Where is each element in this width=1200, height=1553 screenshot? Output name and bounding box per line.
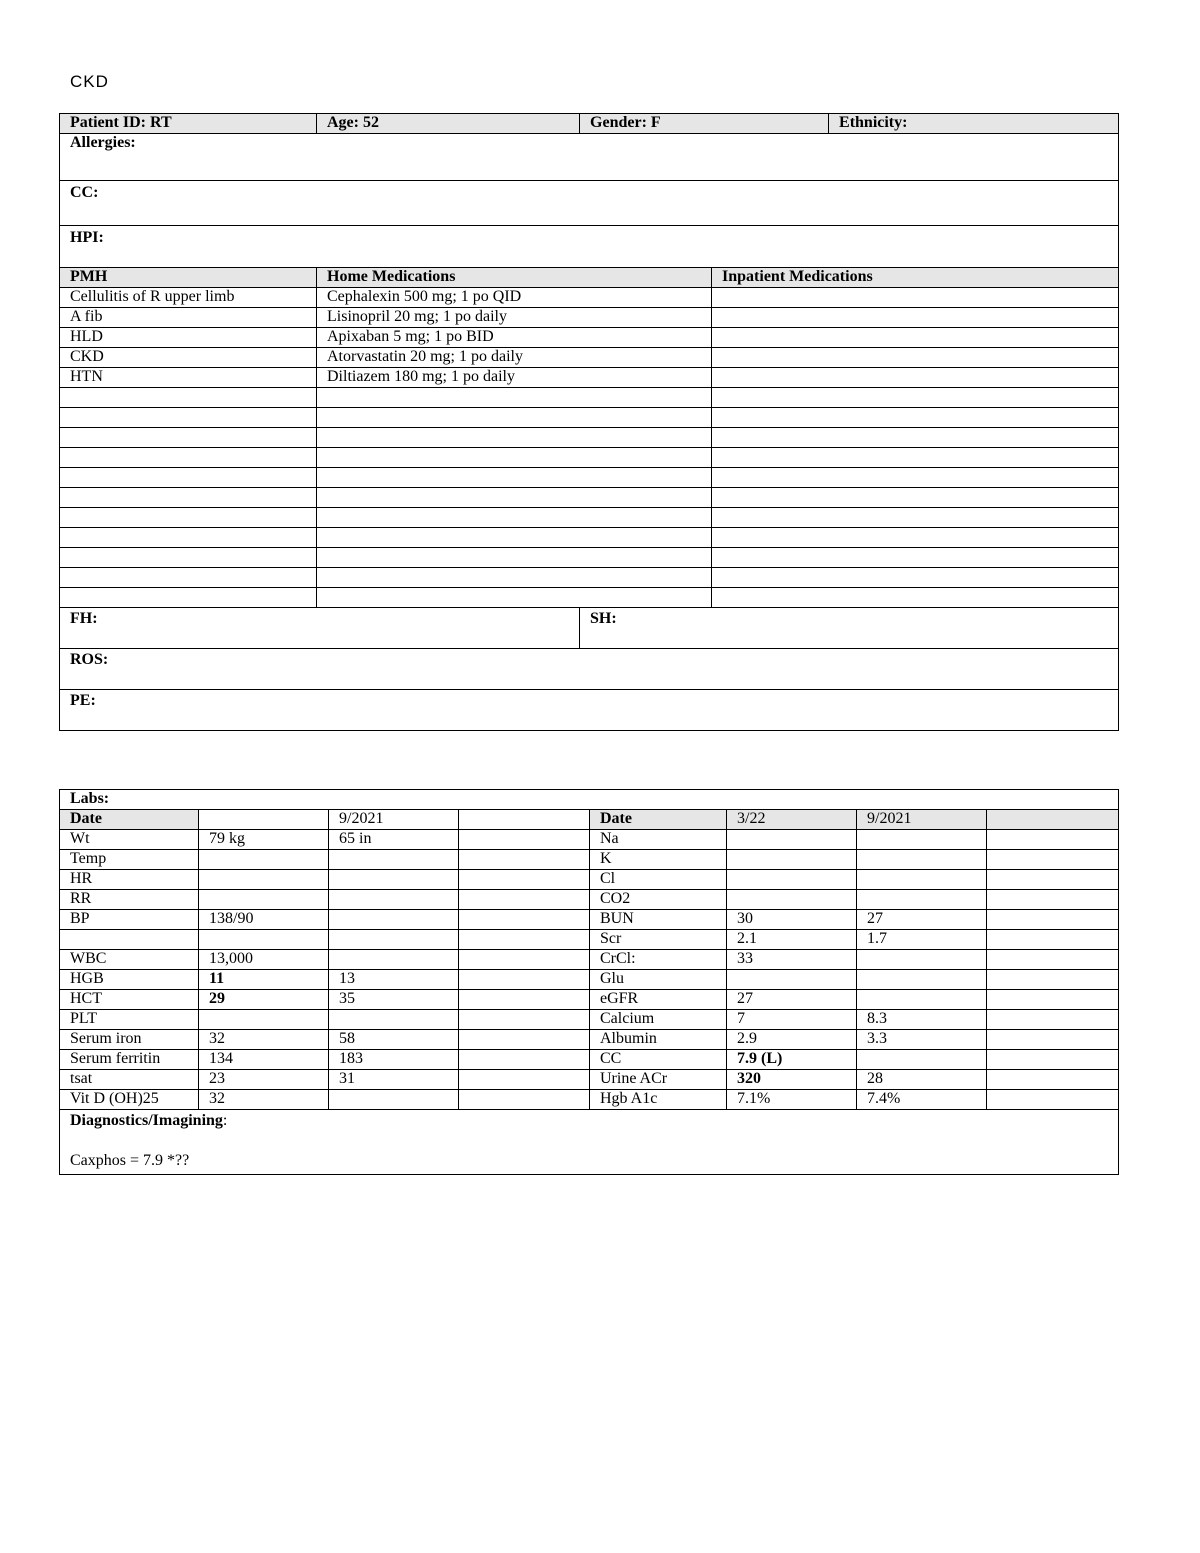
lab-value-cell: 7.1% xyxy=(727,1090,857,1110)
lab-value-cell xyxy=(459,1090,590,1110)
lab-value-cell xyxy=(459,1030,590,1050)
lab-value-cell: 27 xyxy=(727,990,857,1010)
labs-right-header xyxy=(987,810,1119,830)
lab-name-cell: CC xyxy=(590,1050,727,1070)
lab-name-cell: K xyxy=(590,850,727,870)
lab-value-cell: 29 xyxy=(199,990,329,1010)
inpatient-medication-cell xyxy=(712,528,1119,548)
lab-name-cell: RR xyxy=(60,890,199,910)
lab-value-cell xyxy=(459,950,590,970)
lab-name-cell: Scr xyxy=(590,930,727,950)
lab-name-cell: Calcium xyxy=(590,1010,727,1030)
labs-right-header: Date xyxy=(590,810,727,830)
lab-name-cell xyxy=(60,930,199,950)
lab-value-cell xyxy=(329,1090,459,1110)
home-medication-cell xyxy=(317,548,712,568)
inpatient-medication-cell xyxy=(712,568,1119,588)
inpatient-medication-cell xyxy=(712,288,1119,308)
lab-value-cell: 32 xyxy=(199,1030,329,1050)
lab-value-cell xyxy=(727,830,857,850)
diagnostics-colon: : xyxy=(222,1112,228,1129)
lab-value-cell: 7 xyxy=(727,1010,857,1030)
lab-row xyxy=(60,950,1119,970)
lab-value-cell: 58 xyxy=(329,1030,459,1050)
medication-row xyxy=(60,348,1119,368)
inpatient-medication-cell xyxy=(712,488,1119,508)
hpi-field: HPI: xyxy=(60,226,1119,268)
lab-row xyxy=(60,930,1119,950)
lab-value-cell: 8.3 xyxy=(857,1010,987,1030)
lab-name-cell: Albumin xyxy=(590,1030,727,1050)
lab-value-cell xyxy=(857,890,987,910)
home-medication-cell xyxy=(317,428,712,448)
ros-field: ROS: xyxy=(60,649,1119,690)
lab-value-cell xyxy=(199,850,329,870)
lab-row xyxy=(60,1030,1119,1050)
inpatient-medication-cell xyxy=(712,468,1119,488)
lab-name-cell: BP xyxy=(60,910,199,930)
lab-value-cell xyxy=(857,870,987,890)
lab-row xyxy=(60,1090,1119,1110)
lab-name-cell: HGB xyxy=(60,970,199,990)
lab-value-cell xyxy=(329,930,459,950)
labs-table xyxy=(59,789,1119,1175)
patient-id-cell: Patient ID: RT xyxy=(60,114,317,134)
lab-name-cell: CO2 xyxy=(590,890,727,910)
medication-row xyxy=(60,388,1119,408)
lab-name-cell: Wt xyxy=(60,830,199,850)
medication-row xyxy=(60,568,1119,588)
lab-value-cell xyxy=(727,850,857,870)
medication-row xyxy=(60,468,1119,488)
lab-row xyxy=(60,1050,1119,1070)
pmh-cell: CKD xyxy=(60,348,317,368)
lab-row xyxy=(60,910,1119,930)
lab-value-cell: 183 xyxy=(329,1050,459,1070)
pmh-cell xyxy=(60,488,317,508)
lab-value-cell: 2.1 xyxy=(727,930,857,950)
lab-value-cell xyxy=(727,890,857,910)
lab-value-cell: 1.7 xyxy=(857,930,987,950)
lab-value-cell xyxy=(329,890,459,910)
patient-info-table xyxy=(59,113,1119,731)
lab-value-cell xyxy=(987,950,1119,970)
medication-row xyxy=(60,588,1119,608)
lab-value-cell xyxy=(459,870,590,890)
lab-value-cell: 13,000 xyxy=(199,950,329,970)
pmh-cell xyxy=(60,568,317,588)
sh-field: SH: xyxy=(580,608,1119,649)
medication-row xyxy=(60,508,1119,528)
lab-name-cell: HR xyxy=(60,870,199,890)
lab-value-cell: 2.9 xyxy=(727,1030,857,1050)
lab-row xyxy=(60,830,1119,850)
lab-value-cell xyxy=(329,870,459,890)
diagnostics-label: Diagnostics/Imagining xyxy=(70,1112,223,1129)
lab-value-cell: 3.3 xyxy=(857,1030,987,1050)
inpatient-medication-cell xyxy=(712,308,1119,328)
lab-value-cell: 134 xyxy=(199,1050,329,1070)
medication-row xyxy=(60,288,1119,308)
inpatient-medication-cell xyxy=(712,388,1119,408)
age-cell: Age: 52 xyxy=(317,114,580,134)
lab-value-cell xyxy=(199,1010,329,1030)
home-medication-cell xyxy=(317,588,712,608)
lab-value-cell: 7.4% xyxy=(857,1090,987,1110)
inpatient-medication-cell xyxy=(712,548,1119,568)
lab-value-cell xyxy=(459,930,590,950)
labs-left-header xyxy=(459,810,590,830)
pmh-cell xyxy=(60,588,317,608)
lab-name-cell: Urine ACr xyxy=(590,1070,727,1090)
lab-name-cell: HCT xyxy=(60,990,199,1010)
lab-value-cell xyxy=(459,890,590,910)
pmh-cell: A fib xyxy=(60,308,317,328)
lab-row xyxy=(60,990,1119,1010)
lab-value-cell xyxy=(329,850,459,870)
lab-row xyxy=(60,1010,1119,1030)
medication-row xyxy=(60,488,1119,508)
lab-name-cell: Cl xyxy=(590,870,727,890)
lab-value-cell xyxy=(459,830,590,850)
lab-value-cell: 79 kg xyxy=(199,830,329,850)
pmh-cell xyxy=(60,408,317,428)
lab-value-cell xyxy=(459,910,590,930)
lab-name-cell: WBC xyxy=(60,950,199,970)
lab-value-cell xyxy=(857,950,987,970)
gender-cell: Gender: F xyxy=(580,114,829,134)
medication-row xyxy=(60,308,1119,328)
lab-value-cell xyxy=(329,950,459,970)
lab-value-cell xyxy=(987,850,1119,870)
lab-value-cell xyxy=(857,830,987,850)
inpatient-medication-cell xyxy=(712,508,1119,528)
lab-value-cell xyxy=(987,930,1119,950)
medication-row xyxy=(60,328,1119,348)
labs-left-header: 9/2021 xyxy=(329,810,459,830)
home-medication-cell xyxy=(317,408,712,428)
lab-row xyxy=(60,850,1119,870)
pmh-cell xyxy=(60,548,317,568)
lab-value-cell xyxy=(987,870,1119,890)
inpatient-medication-cell xyxy=(712,408,1119,428)
labs-title: Labs: xyxy=(60,790,1119,810)
home-medication-cell: Atorvastatin 20 mg; 1 po daily xyxy=(317,348,712,368)
home-medication-cell xyxy=(317,528,712,548)
lab-value-cell: 31 xyxy=(329,1070,459,1090)
home-medication-cell xyxy=(317,468,712,488)
inpatient-medication-cell xyxy=(712,588,1119,608)
home-medication-cell xyxy=(317,568,712,588)
lab-value-cell xyxy=(459,1050,590,1070)
home-medication-cell: Apixaban 5 mg; 1 po BID xyxy=(317,328,712,348)
lab-name-cell: Serum iron xyxy=(60,1030,199,1050)
allergies-field: Allergies: xyxy=(60,134,1119,181)
lab-name-cell: Temp xyxy=(60,850,199,870)
ethnicity-cell: Ethnicity: xyxy=(829,114,1119,134)
lab-name-cell: Hgb A1c xyxy=(590,1090,727,1110)
lab-value-cell: 320 xyxy=(727,1070,857,1090)
lab-value-cell xyxy=(987,1090,1119,1110)
inpatient-medication-cell xyxy=(712,368,1119,388)
lab-value-cell xyxy=(857,1050,987,1070)
labs-right-header: 9/2021 xyxy=(857,810,987,830)
lab-value-cell xyxy=(199,890,329,910)
pmh-cell xyxy=(60,468,317,488)
medication-row xyxy=(60,528,1119,548)
pmh-cell: HTN xyxy=(60,368,317,388)
lab-value-cell: 27 xyxy=(857,910,987,930)
lab-value-cell: 32 xyxy=(199,1090,329,1110)
pmh-cell xyxy=(60,428,317,448)
lab-value-cell: 11 xyxy=(199,970,329,990)
lab-value-cell xyxy=(987,1030,1119,1050)
lab-value-cell: 23 xyxy=(199,1070,329,1090)
lab-value-cell xyxy=(459,850,590,870)
lab-value-cell xyxy=(459,990,590,1010)
lab-value-cell xyxy=(857,850,987,870)
pmh-cell: HLD xyxy=(60,328,317,348)
lab-value-cell xyxy=(727,870,857,890)
home-medication-cell xyxy=(317,488,712,508)
lab-name-cell: Na xyxy=(590,830,727,850)
labs-body xyxy=(60,830,1119,1110)
lab-name-cell: eGFR xyxy=(590,990,727,1010)
lab-name-cell: Vit D (OH)25 xyxy=(60,1090,199,1110)
lab-name-cell: tsat xyxy=(60,1070,199,1090)
pmh-cell: Cellulitis of R upper limb xyxy=(60,288,317,308)
medication-row xyxy=(60,368,1119,388)
lab-value-cell xyxy=(459,1070,590,1090)
lab-name-cell: Serum ferritin xyxy=(60,1050,199,1070)
medication-row xyxy=(60,428,1119,448)
lab-value-cell xyxy=(459,970,590,990)
pmh-cell xyxy=(60,508,317,528)
medication-row xyxy=(60,408,1119,428)
lab-value-cell xyxy=(987,1050,1119,1070)
lab-value-cell xyxy=(987,830,1119,850)
lab-value-cell xyxy=(987,990,1119,1010)
lab-name-cell: PLT xyxy=(60,1010,199,1030)
home-medication-cell: Lisinopril 20 mg; 1 po daily xyxy=(317,308,712,328)
labs-left-header xyxy=(199,810,329,830)
lab-value-cell: 30 xyxy=(727,910,857,930)
home-medications-header: Home Medications xyxy=(317,268,712,288)
lab-name-cell: Glu xyxy=(590,970,727,990)
pmh-header: PMH xyxy=(60,268,317,288)
home-medication-cell xyxy=(317,508,712,528)
lab-value-cell xyxy=(199,870,329,890)
home-medication-cell: Cephalexin 500 mg; 1 po QID xyxy=(317,288,712,308)
lab-value-cell xyxy=(857,970,987,990)
pmh-cell xyxy=(60,448,317,468)
lab-value-cell: 138/90 xyxy=(199,910,329,930)
lab-value-cell xyxy=(987,890,1119,910)
medication-row xyxy=(60,448,1119,468)
lab-value-cell xyxy=(459,1010,590,1030)
labs-left-header: Date xyxy=(60,810,199,830)
inpatient-medication-cell xyxy=(712,348,1119,368)
lab-value-cell xyxy=(727,970,857,990)
inpatient-medication-cell xyxy=(712,428,1119,448)
diagnostics-field xyxy=(60,1110,1119,1175)
home-medication-cell xyxy=(317,448,712,468)
lab-value-cell xyxy=(329,910,459,930)
document-title: CKD xyxy=(70,72,109,91)
lab-value-cell xyxy=(329,1010,459,1030)
labs-right-header: 3/22 xyxy=(727,810,857,830)
lab-name-cell: CrCl: xyxy=(590,950,727,970)
lab-value-cell xyxy=(857,990,987,1010)
lab-name-cell: BUN xyxy=(590,910,727,930)
home-medication-cell xyxy=(317,388,712,408)
lab-value-cell: 33 xyxy=(727,950,857,970)
pmh-cell xyxy=(60,388,317,408)
diagnostics-note: Caxphos = 7.9 *?? xyxy=(70,1152,190,1169)
inpatient-medications-header: Inpatient Medications xyxy=(712,268,1119,288)
home-medication-cell: Diltiazem 180 mg; 1 po daily xyxy=(317,368,712,388)
cc-field: CC: xyxy=(60,181,1119,226)
lab-value-cell: 28 xyxy=(857,1070,987,1090)
inpatient-medication-cell xyxy=(712,448,1119,468)
pe-field: PE: xyxy=(60,690,1119,731)
lab-row xyxy=(60,890,1119,910)
inpatient-medication-cell xyxy=(712,328,1119,348)
lab-row xyxy=(60,1070,1119,1090)
lab-row xyxy=(60,970,1119,990)
pmh-cell xyxy=(60,528,317,548)
lab-value-cell xyxy=(987,1010,1119,1030)
lab-value-cell xyxy=(987,1070,1119,1090)
fh-field: FH: xyxy=(60,608,580,649)
medication-row xyxy=(60,548,1119,568)
lab-value-cell: 13 xyxy=(329,970,459,990)
lab-value-cell: 35 xyxy=(329,990,459,1010)
lab-value-cell xyxy=(987,910,1119,930)
lab-value-cell: 7.9 (L) xyxy=(727,1050,857,1070)
lab-value-cell: 65 in xyxy=(329,830,459,850)
lab-row xyxy=(60,870,1119,890)
lab-value-cell xyxy=(987,970,1119,990)
medications-body xyxy=(60,288,1119,608)
lab-value-cell xyxy=(199,930,329,950)
